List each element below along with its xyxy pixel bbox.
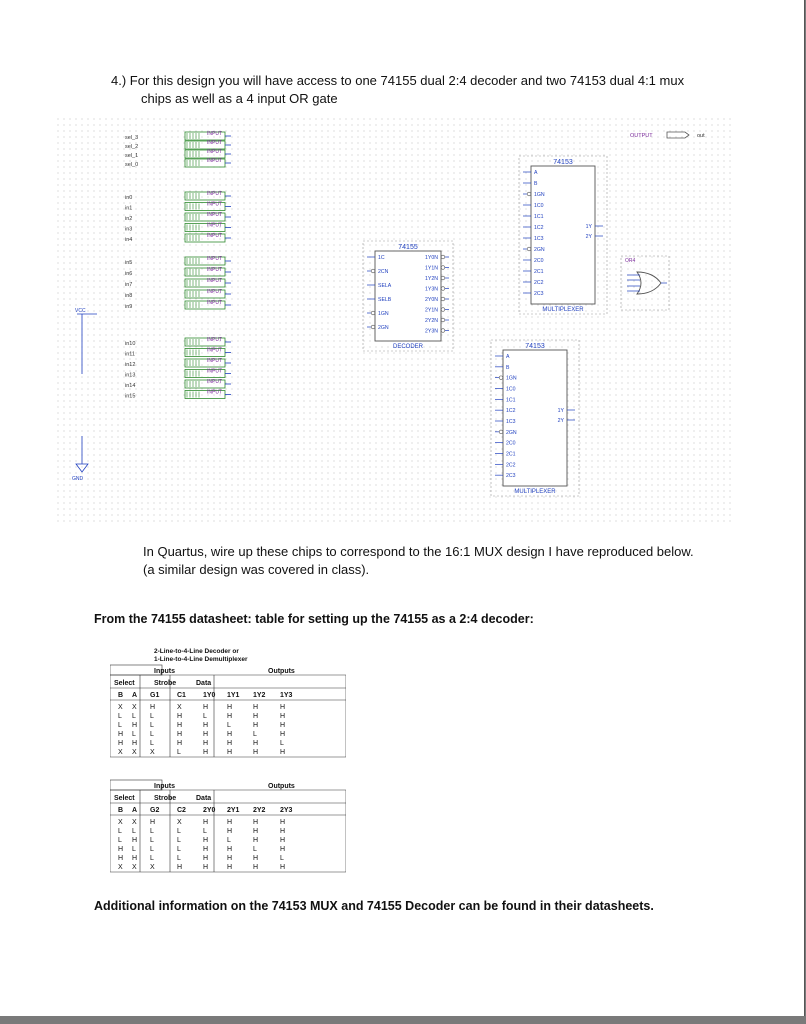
input-pin-name: sel_3 <box>125 135 139 141</box>
input-pin-symbol: INPUT <box>207 347 222 354</box>
table-section-1-cell: L <box>118 722 122 729</box>
table-section-1-cell: L <box>280 740 284 747</box>
decoder-pin-label: 1GN <box>378 311 389 317</box>
input-pin-name: in12 <box>125 362 136 368</box>
table-section-1-column-header: G1 <box>150 692 160 699</box>
output-pin-name: out <box>697 133 705 139</box>
table-section-1-select-label: Select <box>114 680 135 687</box>
table-section-1-cell: L <box>177 749 181 756</box>
table-section-2-cell: X <box>118 864 123 871</box>
mux-top-pin-label: 2Y <box>585 234 592 240</box>
mux-top-pin-label: 1C2 <box>534 225 544 231</box>
decoder-pin-label: 1C <box>378 255 385 261</box>
table-section-2-cell: H <box>203 864 209 871</box>
schematic-canvas <box>55 116 733 524</box>
decoder-pin-bubble <box>441 297 445 301</box>
input-pin-symbol: INPUT <box>207 300 222 306</box>
mux-bottom-pin-label: 1GN <box>506 375 517 382</box>
table-section-2-cell: L <box>280 855 284 862</box>
table-section-1-cell: L <box>132 731 136 738</box>
table-section-1-column-header: B <box>118 692 124 699</box>
mux-top-pin-label: 2C0 <box>534 258 544 264</box>
table-section-1 <box>110 665 346 757</box>
table-section-1-cell: H <box>253 704 259 711</box>
table-section-1-column-header: 1Y0 <box>203 692 216 699</box>
table-section-1-cell: H <box>150 704 156 711</box>
mux-bottom-pin-label: 1C0 <box>506 386 516 393</box>
input-pin-name: in0 <box>125 195 133 201</box>
mux-bottom-pin-bubble <box>499 376 503 380</box>
table-section-1-cell: L <box>150 722 154 729</box>
mux-top-pin-bubble <box>527 192 531 196</box>
decoder-pin-bubble <box>371 325 375 329</box>
table-section-1-cell: H <box>253 740 259 747</box>
input-pin-in14 <box>125 379 231 389</box>
instruction-line-2: (a similar design was covered in class). <box>143 562 370 577</box>
table-section-1-cell: H <box>118 740 124 747</box>
input-pin-name: in5 <box>125 260 133 266</box>
input-pin-name: in1 <box>125 205 133 212</box>
decoder-type: DECODER <box>392 344 424 350</box>
table-section-2-column-header: C2 <box>177 807 186 814</box>
input-pin-symbol: INPUT <box>207 256 222 262</box>
mux-bottom-pin-label: 1C2 <box>506 408 516 415</box>
table-section-1-cell: X <box>132 704 137 711</box>
table-section-2-cell: L <box>203 828 207 835</box>
table-section-2-cell: H <box>150 819 156 826</box>
table-section-1-cell: L <box>227 722 231 729</box>
table-section-2-column-header: B <box>118 807 124 814</box>
input-pin-in3 <box>125 223 231 233</box>
gnd-symbol <box>76 464 88 472</box>
table-section-2-cell: H <box>280 819 286 826</box>
table-section-2-cell: H <box>227 846 233 853</box>
table-section-2-select-label: Select <box>114 795 135 802</box>
input-pin-symbol: INPUT <box>207 289 222 295</box>
question-line-1: 4.) For this design you will have access to one 74155 dual 2:4 decoder and two 74153 dual 4:1 mux <box>111 73 685 88</box>
truth-table <box>110 647 346 899</box>
decoder-pin-label: 1Y2N <box>425 276 438 282</box>
input-pin-in13 <box>125 369 231 379</box>
input-pin-symbol: INPUT <box>207 212 222 218</box>
mux-bottom-type: MULTIPLEXER <box>514 489 556 495</box>
table-section-1-cell: H <box>253 749 259 756</box>
input-pin-name: in4 <box>125 237 133 243</box>
output-pin-symbol: OUTPUT <box>630 133 653 139</box>
mux-bottom-pin-label: 1C1 <box>506 397 516 404</box>
decoder-pin-label: 2CN <box>378 269 389 275</box>
or-gate-shape <box>637 272 661 294</box>
question-text <box>111 72 731 108</box>
table-section-2-cell: X <box>177 819 182 826</box>
table-section-1-cell: X <box>132 749 137 756</box>
table-section-2-cell: L <box>132 828 136 835</box>
mux-bottom <box>491 340 579 496</box>
table-section-1-data-label: Data <box>196 680 212 687</box>
mux-top-pin-label: 1Y <box>585 224 592 230</box>
table-section-1-cell: H <box>227 704 233 711</box>
input-pin-name: in3 <box>125 226 133 233</box>
table-section-2-cell: L <box>177 846 181 853</box>
input-pin-in8 <box>125 289 231 299</box>
mux-bottom-pin-label: 2Y <box>557 418 564 424</box>
table-section-2-cell: H <box>132 837 138 844</box>
decoder-pin-label: 2Y0N <box>425 297 438 303</box>
input-pin-symbol: INPUT <box>207 140 222 146</box>
table-section-2-cell: L <box>177 855 181 862</box>
mux-top-pin-bubble <box>527 247 531 251</box>
input-pin-in12 <box>125 358 231 368</box>
instruction-line-1: In Quartus, wire up these chips to correspond to the 16:1 MUX design I have reproduced below. <box>143 544 694 559</box>
table-section-2-cell: H <box>280 864 286 871</box>
mux-top-pin-label: 2C1 <box>534 269 544 275</box>
table-title-1: 2-Line-to-4-Line Decoder or <box>154 648 239 655</box>
input-pin-name: sel_2 <box>125 144 139 150</box>
table-section-1-column-header: C1 <box>177 692 186 699</box>
table-section-1-cell: H <box>280 704 286 711</box>
table-section-2-strobe-label: Strobe <box>154 795 177 802</box>
decoder-pin-label: 1Y1N <box>425 265 438 272</box>
table-section-1-cell: H <box>203 740 209 747</box>
table-section-1-cell: L <box>253 731 257 738</box>
decoder-pin-label: SELA <box>378 283 392 289</box>
input-pin-in4 <box>125 233 231 243</box>
table-section-1-cell: L <box>203 713 207 720</box>
input-pin-symbol: INPUT <box>207 149 222 155</box>
table-section-2-cell: H <box>132 855 138 862</box>
input-pin-in9 <box>125 300 231 310</box>
table-section-2-inputs-label: Inputs <box>154 783 175 790</box>
table-heading: From the 74155 datasheet: table for setting up the 74155 as a 2:4 decoder: <box>94 612 534 626</box>
mux-bottom-pin-label: 2C3 <box>506 473 516 480</box>
table-section-2-data-label: Data <box>196 795 212 802</box>
table-section-2-cell: H <box>227 819 233 826</box>
table-section-1-cell: L <box>150 713 154 720</box>
input-pin-in15 <box>125 390 231 400</box>
table-section-2-cell: X <box>118 819 123 826</box>
decoder-pin-label: SELB <box>378 297 392 303</box>
input-pin-symbol: INPUT <box>207 191 222 197</box>
decoder-pin-bubble <box>441 308 445 312</box>
instruction-text <box>143 543 743 579</box>
mux-top-type: MULTIPLEXER <box>542 307 584 313</box>
table-section-2-cell: X <box>132 864 137 871</box>
input-pin-symbol: INPUT <box>207 379 222 385</box>
input-pin-name: sel_0 <box>125 162 139 168</box>
mux-top-part: 74153 <box>553 159 573 166</box>
decoder-pin-bubble <box>441 329 445 333</box>
input-pin-name: in14 <box>125 383 136 389</box>
input-pin-symbol: INPUT <box>207 222 222 229</box>
table-section-2-cell: H <box>253 819 259 826</box>
table-section-1-cell: H <box>132 722 138 729</box>
table-section-1-cell: X <box>150 749 155 756</box>
question-line-2: chips as well as a 4 input OR gate <box>141 91 338 106</box>
table-section-2-cell: H <box>118 855 124 862</box>
input-pin-symbol: INPUT <box>207 278 222 284</box>
mux-bottom-pin-label: B <box>506 364 510 371</box>
table-section-2-cell: L <box>253 846 257 853</box>
output-pin-shape <box>667 132 689 138</box>
mux-bottom-pin-label: 1Y <box>557 408 564 414</box>
input-pin-name: in7 <box>125 282 133 288</box>
decoder-pin-bubble <box>441 266 445 270</box>
mux-top-pin-label: 1GN <box>534 192 545 198</box>
mux-bottom-pin-bubble <box>499 430 503 434</box>
table-section-2-cell: H <box>280 837 286 844</box>
table-section-1-cell: H <box>203 722 209 729</box>
input-pin-name: in10 <box>125 341 136 347</box>
table-section-2-cell: H <box>227 855 233 862</box>
mux-bottom-pin-label: 2C1 <box>506 451 516 458</box>
table-section-1-cell: L <box>150 731 154 738</box>
input-pin-sel_0 <box>125 158 231 168</box>
table-section-2-cell: L <box>118 828 122 835</box>
decoder-pin-label: 2Y3N <box>425 328 438 335</box>
input-pin-symbol: INPUT <box>207 233 222 239</box>
table-title-2: 1-Line-to-4-Line Demultiplexer <box>154 656 248 663</box>
table-section-1-cell: H <box>227 713 233 720</box>
table-section-1-cell: H <box>203 731 209 738</box>
vcc-label: VCC <box>75 308 86 314</box>
table-section-1-cell: H <box>227 749 233 756</box>
mux-bottom-pin-label: 2C2 <box>506 462 516 469</box>
table-section-1-cell: H <box>177 740 183 747</box>
input-pin-symbol: INPUT <box>207 131 222 137</box>
decoder-pin-label: 1Y0N <box>425 255 438 261</box>
table-section-1-cell: H <box>177 731 183 738</box>
table-section-1-cell: L <box>150 740 154 747</box>
input-pin-name: in13 <box>125 372 136 379</box>
decoder-pin-bubble <box>441 255 445 259</box>
table-section-2-cell: H <box>253 855 259 862</box>
or-gate-label: OR4 <box>625 258 636 264</box>
input-pin-symbol: INPUT <box>207 358 222 364</box>
mux-bottom-pin-label: A <box>506 354 510 360</box>
input-pin-symbol: INPUT <box>207 368 222 375</box>
input-pin-symbol: INPUT <box>207 337 222 343</box>
input-pin-symbol: INPUT <box>207 267 222 273</box>
table-section-2-column-header: 2Y2 <box>253 807 266 814</box>
decoder-pin-label: 1Y3N <box>425 286 438 293</box>
table-section-2-cell: L <box>132 846 136 853</box>
mux-top-pin-label: 1C3 <box>534 236 544 242</box>
table-section-2-cell: L <box>227 837 231 844</box>
decoder-pin-label: 2Y2N <box>425 318 438 324</box>
table-section-2-cell: L <box>118 837 122 844</box>
mux-top-pin-label: 2GN <box>534 247 545 253</box>
table-section-2-cell: H <box>280 828 286 835</box>
table-section-1-cell: H <box>118 731 124 738</box>
table-section-1-cell: H <box>227 740 233 747</box>
mux-top <box>519 156 607 314</box>
table-section-2-cell: L <box>177 837 181 844</box>
input-pin-in1 <box>125 202 231 212</box>
table-section-2-cell: H <box>177 864 183 871</box>
table-section-2-cell: L <box>177 828 181 835</box>
table-section-1-column-header: 1Y2 <box>253 692 266 699</box>
footer-note: Additional information on the 74153 MUX and 74155 Decoder can be found in their datasheets. <box>94 899 654 913</box>
mux-bottom-pin-label: 2C0 <box>506 440 516 447</box>
table-section-1-cell: L <box>132 713 136 720</box>
table-section-2-cell: H <box>253 864 259 871</box>
table-section-2-cell: L <box>150 846 154 853</box>
gnd-label: GND <box>72 476 84 482</box>
input-pin-in10 <box>125 337 231 347</box>
table-section-2-cell: H <box>253 828 259 835</box>
table-section-2-cell: H <box>203 837 209 844</box>
table-section-1-cell: H <box>280 722 286 729</box>
mux-top-pin-label: 1C0 <box>534 203 544 209</box>
table-section-1-column-header: A <box>132 692 138 699</box>
input-pin-in0 <box>125 191 231 201</box>
mux-top-pin-label: 1C1 <box>534 214 544 220</box>
input-pin-in5 <box>125 256 231 266</box>
table-section-2-column-header: 2Y0 <box>203 807 216 814</box>
input-pin-in11 <box>125 348 231 358</box>
mux-bottom-pin-label: 1C3 <box>506 419 516 425</box>
table-section-2-cell: X <box>150 864 155 871</box>
table-section-2-cell: X <box>132 819 137 826</box>
table-section-2-cell: H <box>203 846 209 853</box>
table-section-1-strobe-label: Strobe <box>154 680 177 687</box>
mux-top-pin-label: 2C2 <box>534 280 544 286</box>
input-pin-name: in6 <box>125 271 133 277</box>
table-section-1-cell: X <box>177 704 182 711</box>
table-section-2-cell: L <box>150 828 154 835</box>
mux-top-pin-label: B <box>534 181 538 187</box>
table-section-1-outputs-label: Outputs <box>268 668 295 675</box>
table-section-1-cell: H <box>253 713 259 720</box>
truth-table-drawing <box>110 647 346 897</box>
input-pin-symbol: INPUT <box>207 389 222 396</box>
table-section-1-cell: X <box>118 749 123 756</box>
table-section-1-cell: H <box>280 713 286 720</box>
input-pin-name: sel_1 <box>125 153 139 159</box>
table-section-1-cell: H <box>177 713 183 720</box>
table-section-2-cell: H <box>203 819 209 826</box>
input-pin-name: in8 <box>125 293 133 299</box>
decoder-part: 74155 <box>398 244 418 251</box>
table-section-2-column-header: 2Y1 <box>227 807 240 814</box>
mux-top-pin-label: A <box>534 170 538 176</box>
table-section-1-cell: L <box>118 713 122 720</box>
table-section-2 <box>110 780 346 872</box>
decoder-pin-bubble <box>441 276 445 280</box>
table-section-1-cell: H <box>132 740 138 747</box>
table-section-2-cell: H <box>280 846 286 853</box>
table-section-2-cell: H <box>227 828 233 835</box>
input-pin-in2 <box>125 212 231 222</box>
table-section-2-cell: H <box>227 864 233 871</box>
input-pin-in7 <box>125 278 231 288</box>
table-section-1-cell: H <box>280 731 286 738</box>
decoder-pin-label: 2Y1N <box>425 307 438 314</box>
table-section-1-cell: H <box>177 722 183 729</box>
input-pin-name: in9 <box>125 304 133 310</box>
input-pin-in6 <box>125 267 231 277</box>
input-pin-symbol: INPUT <box>207 201 222 208</box>
table-section-1-cell: X <box>118 704 123 711</box>
input-pin-symbol: INPUT <box>207 158 222 164</box>
decoder <box>363 241 453 351</box>
mux-bottom-pin-label: 2GN <box>506 429 517 436</box>
table-section-1-cell: H <box>253 722 259 729</box>
mux-bottom-part: 74153 <box>525 343 545 350</box>
table-section-1-cell: H <box>227 731 233 738</box>
table-section-1-cell: H <box>280 749 286 756</box>
table-section-2-column-header: G2 <box>150 807 160 814</box>
schematic-drawing <box>55 116 733 524</box>
table-section-2-cell: L <box>150 837 154 844</box>
decoder-pin-bubble <box>371 311 375 315</box>
table-section-1-cell: H <box>203 749 209 756</box>
input-pin-name: in15 <box>125 393 136 400</box>
table-section-1-column-header: 1Y1 <box>227 692 240 699</box>
input-pin-name: in2 <box>125 216 133 222</box>
decoder-pin-bubble <box>441 287 445 291</box>
decoder-pin-bubble <box>441 318 445 322</box>
decoder-pin-label: 2GN <box>378 325 389 331</box>
table-section-2-column-header: A <box>132 807 138 814</box>
mux-top-pin-label: 2C3 <box>534 291 544 297</box>
table-section-2-cell: H <box>203 855 209 862</box>
table-section-1-inputs-label: Inputs <box>154 668 175 675</box>
or-gate <box>621 256 669 310</box>
table-section-1-column-header: 1Y3 <box>280 692 293 699</box>
table-section-2-column-header: 2Y3 <box>280 807 293 814</box>
input-pin-name: in11 <box>125 351 135 358</box>
table-section-2-cell: H <box>118 846 124 853</box>
decoder-pin-bubble <box>371 269 375 273</box>
table-section-2-outputs-label: Outputs <box>268 783 295 790</box>
table-section-2-cell: H <box>253 837 259 844</box>
table-section-1-cell: H <box>203 704 209 711</box>
table-section-2-cell: L <box>150 855 154 862</box>
